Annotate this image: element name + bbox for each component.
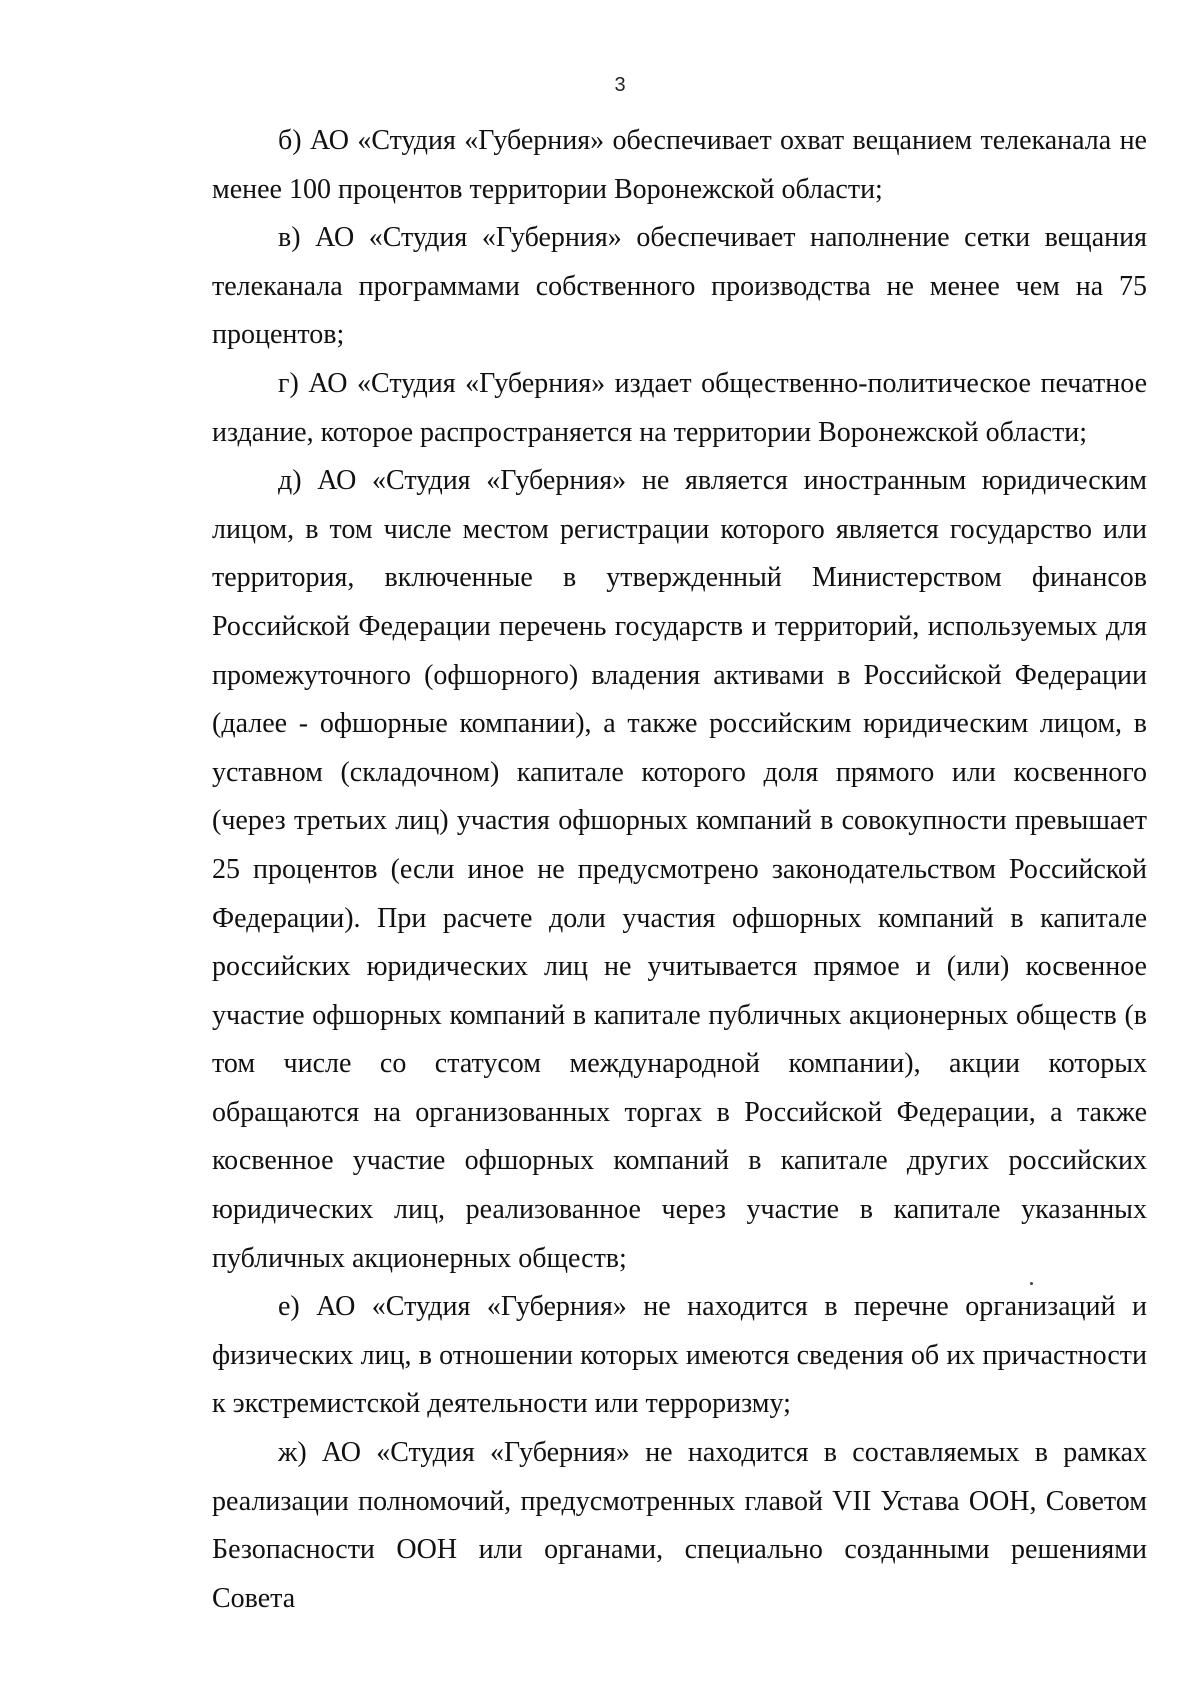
paragraph-v: в) АО «Студия «Губерния» обеспечивает наполнение сетки вещания телеканала программами собственного производства не менее чем на 75 процентов; (212, 222, 1147, 351)
paragraph-d: д) АО «Студия «Губерния» не является иностранным юридическим лицом, в том числе местом регистрации которого является государство или территория, включенные в утвержденный Министерством финансов Российской Федерации перечень государств и территорий, используемых для промежуточного (офшорного) владения активами в Российской Федерации (далее - офшорные компании), а также российским юридическим лицом, в уставном (складочном) капитале которого доля прямого или косвенного (через третьих лиц) участия офшорных компаний в совокупности превышает 25 процентов (если иное не предусмотрено законодательством Российской Федерации). При расчете доли участия офшорных компаний в капитале российских юридических лиц не учитывается прямое и (или) косвенное участие офшорных компаний в капитале публичных акционерных обществ (в том числе со статусом международной компании), акции которых обращаются на организованных торгах в Российской Федерации, а также косвенное участие офшорных компаний в капитале других российских юридических лиц, реализованное через участие в капитале указанных публичных акционерных обществ; (212, 465, 1147, 1274)
paragraph-zh: ж) АО «Студия «Губерния» не находится в составляемых в рамках реализации полномочий, предусмотренных главой VII Устава ООН, Советом Безопасности ООН или органами, специально созданными решениями Совета (212, 1437, 1147, 1614)
paragraph-g: г) АО «Студия «Губерния» издает общественно-политическое печатное издание, которое распространяется на территории Воронежской области; (212, 367, 1147, 448)
document-body (212, 117, 1147, 1623)
page-number: 3 (614, 74, 626, 96)
paragraph-e: е) АО «Студия «Губерния» не находится в перечне организаций и физических лиц, в отношении которых имеются сведения об их причастности к экстремистской деятельности или терроризму; (212, 1291, 1147, 1420)
scan-speck (1030, 1282, 1033, 1285)
paragraph-b: б) АО «Студия «Губерния» обеспечивает охват вещанием телеканала не менее 100 процентов территории Воронежской области; (212, 125, 1147, 205)
